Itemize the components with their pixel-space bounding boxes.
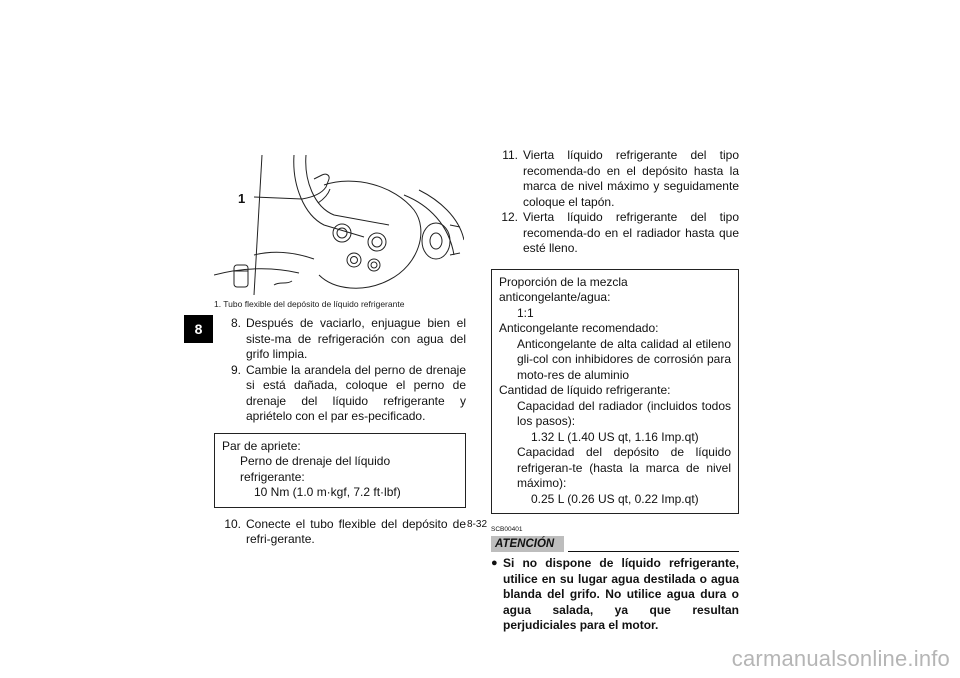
page-number: 8-32 [467, 519, 488, 530]
chapter-tab: 8 [184, 315, 213, 343]
caution-item [491, 556, 739, 634]
step-text: Después de vaciarlo, enjuague bien el siste-ma de refrigeración con agua del grifo limpia. [246, 316, 466, 361]
radiator-value: 1.32 L (1.40 US qt, 1.16 Imp.qt) [531, 429, 699, 444]
radiator-label: Capacidad del radiador (incluidos todos los pasos): [517, 398, 731, 428]
step-text: Vierta líquido refrigerante del tipo recomenda-do en el radiador hasta que esté lleno. [523, 210, 739, 255]
step-11 [491, 148, 739, 210]
antifreeze-value: Anticongelante de alta calidad al etileno gli-col con inhibidores de corrosión para moto-res de aluminio [517, 336, 731, 382]
step-text: Vierta líquido refrigerante del tipo recomenda-do en el depósito hasta la marca de nivel máximo y seguidamente coloque el tapón. [523, 148, 739, 209]
coolant-spec-box [491, 269, 739, 515]
step-9 [214, 363, 466, 425]
left-column [214, 316, 466, 548]
torque-value: 10 Nm (1.0 m·kgf, 7.2 ft·lbf) [254, 485, 401, 499]
step-number: 9. [230, 362, 241, 377]
step-8 [214, 316, 466, 363]
step-text: Cambie la arandela del perno de drenaje si está dañada, coloque el perno de drenaje del líquido refrigerante y apriételo con el par es-pecificado. [246, 362, 466, 423]
antifreeze-label: Anticongelante recomendado: [499, 321, 659, 335]
step-10 [214, 517, 466, 548]
step-text: Conecte el tubo flexible del depósito de refri-gerante. [246, 516, 466, 546]
quantity-label: Cantidad de líquido refrigerante: [499, 383, 671, 397]
step-number: 8. [230, 316, 241, 330]
ratio-value: 1:1 [517, 305, 534, 320]
torque-spec-box [214, 433, 466, 508]
bullet-icon: ● [491, 557, 498, 569]
caution-text: Si no dispone de líquido refrigerante, utilice en su lugar agua destilada o agua blanda del grifo. No utilice agua dura o agua salada, ya que resultan perjudiciales para el motor. [503, 556, 739, 632]
right-column [491, 148, 739, 634]
ratio-label: Proporción de la mezcla anticongelante/agua: [499, 274, 628, 304]
caution-label: ATENCIÓN [491, 536, 564, 552]
torque-item: Perno de drenaje del líquido refrigerante: [240, 454, 391, 484]
step-number: 11. [502, 148, 518, 162]
watermark: carmanualsonline.info [731, 646, 950, 671]
caution-header [491, 536, 739, 552]
step-12 [491, 210, 739, 257]
coolant-hose-illustration [214, 155, 464, 295]
step-number: 12. [501, 210, 518, 224]
step-number: 10. [224, 516, 241, 531]
caution-rule [568, 551, 739, 552]
figure-callout: 1 [238, 191, 246, 206]
reservoir-label: Capacidad del depósito de líquido refrigeran-te (hasta la marca de nivel máximo): [517, 445, 731, 490]
engine-drawing [214, 155, 464, 295]
figure-caption: 1. Tubo flexible del depósito de líquido refrigerante [214, 299, 405, 309]
caution-code: SCB00401 [491, 526, 523, 533]
reservoir-value: 0.25 L (0.26 US qt, 0.22 Imp.qt) [531, 491, 699, 506]
torque-title: Par de apriete: [222, 438, 301, 453]
